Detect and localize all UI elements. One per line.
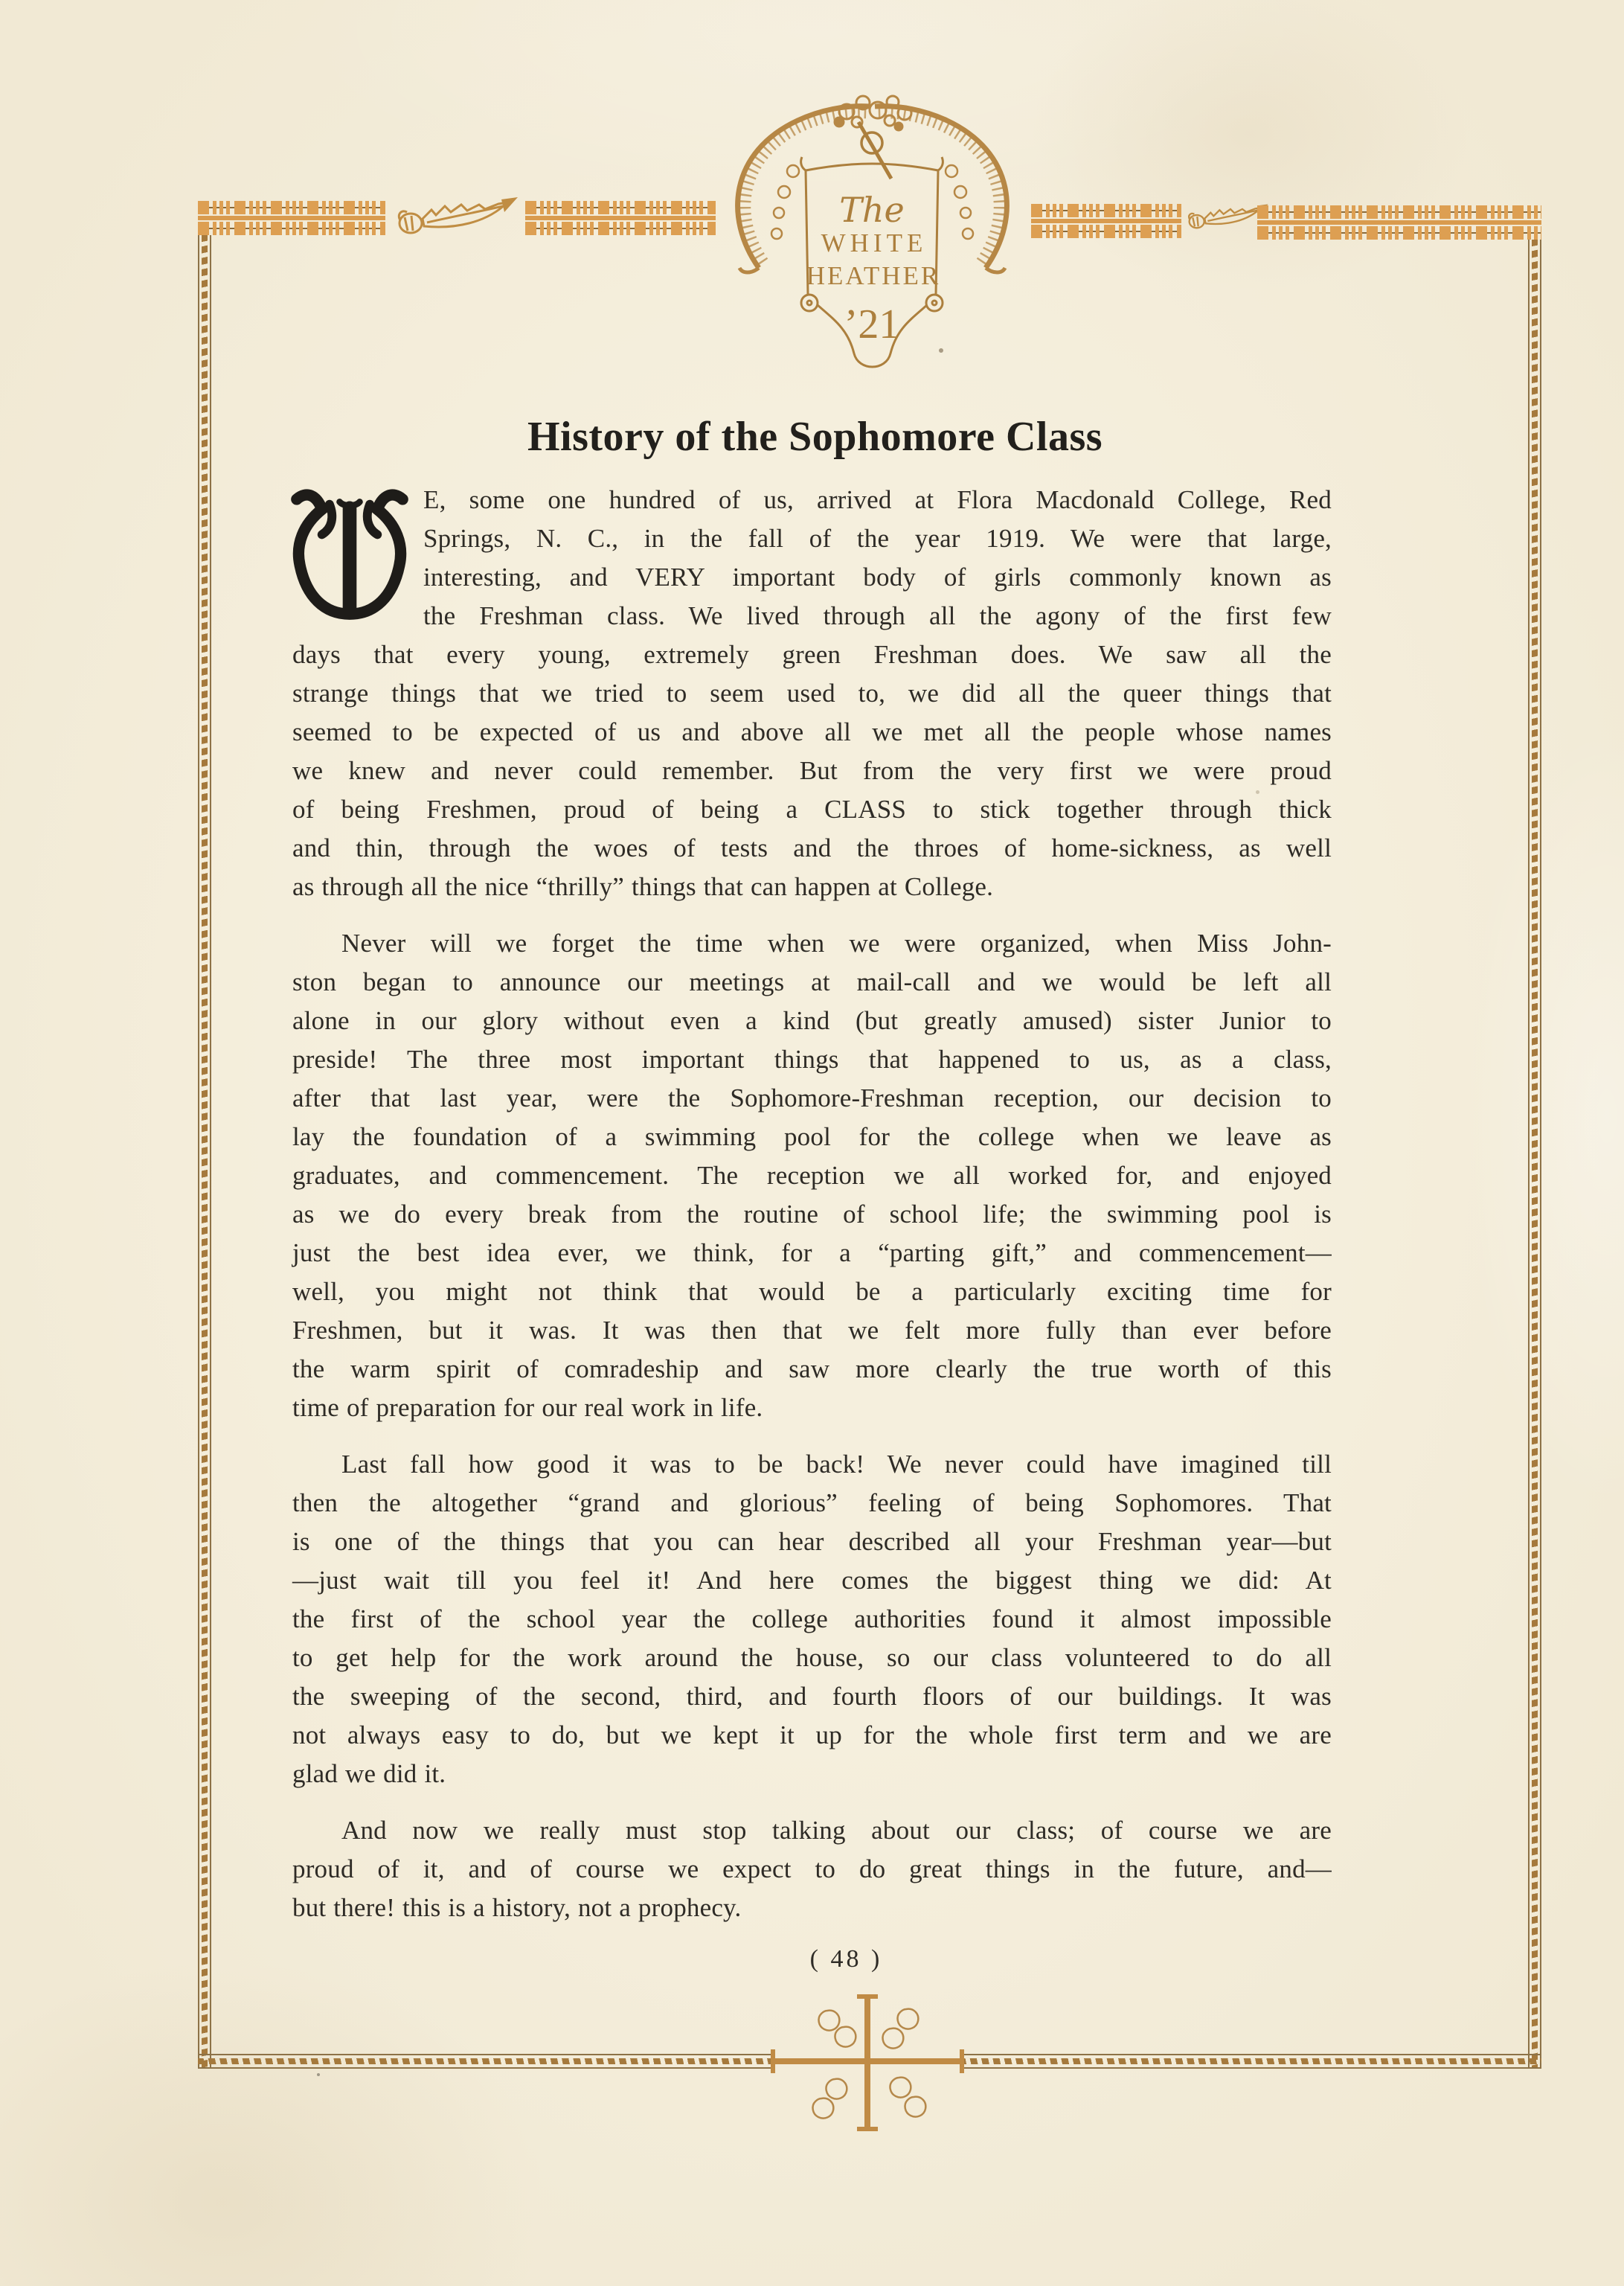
text-line: the warm spirit of comradeship and saw more clearly the true worth of this [292,1354,1332,1383]
top-border-plaid-segment [525,201,716,235]
drop-cap-w-icon [286,487,413,635]
page-title: History of the Sophomore Class [527,414,1103,460]
white-heather-emblem [707,83,1037,387]
cross-flower-ornament-icon [763,1988,972,2137]
text-line: is one of the things that you can hear described all your Freshman year—but [292,1527,1332,1556]
text-line: Never will we forget the time when we were organized, when Miss John- [341,929,1332,958]
paragraph [292,924,1332,1427]
text-line: days that every young, extremely green Freshman does. We saw all the [292,640,1332,669]
text-line: Springs, N. C., in the fall of the year 1919. We were that large, [423,524,1332,553]
text-line: not always easy to do, but we kept it up for the whole first term and we are [292,1720,1332,1749]
text-line: the Freshman class. We lived through all the agony of the first few [423,601,1332,630]
thistle-leaf-icon [390,188,524,249]
bottom-border-segment [198,2054,775,2069]
text-line: seemed to be expected of us and above all we met all the people whose names [292,717,1332,746]
text-line: then the altogether “grand and glorious” feeling of being Sophomores. That [292,1488,1332,1517]
paragraph [292,1811,1332,1927]
top-border-plaid-segment [1031,204,1181,238]
text-line: we knew and never could remember. But from the very first we were proud [292,756,1332,785]
emblem-word-the: The [839,190,905,230]
text-line: graduates, and commencement. The reception we all worked for, and enjoyed [292,1161,1332,1190]
body-text [292,411,1332,1973]
text-line: time of preparation for our real work in life. [292,1393,763,1422]
text-line: —just wait till you feel it! And here comes the biggest thing we did: At [292,1566,1332,1595]
paragraph [292,481,1332,906]
text-line: ston began to announce our meetings at mail-call and we would be left all [292,967,1332,996]
text-line: well, you might not think that would be a particularly exciting time for [292,1277,1332,1306]
top-border-plaid-segment [1257,205,1541,240]
paragraph [292,1445,1332,1793]
text-line: as we do every break from the routine of school life; the swimming pool is [292,1200,1332,1229]
emblem-word-heather: HEATHER [806,261,941,290]
text-line: Last fall how good it was to be back! We never could have imagined till [341,1450,1332,1479]
text-line: but there! this is a history, not a prophecy. [292,1893,742,1922]
bottom-border-segment [960,2054,1541,2069]
paper-speck [317,2073,320,2076]
text-line: the first of the school year the college authorities found it almost impossible [292,1604,1332,1633]
emblem-word-white: WHITE [821,228,928,257]
paragraphs [292,481,1332,1927]
text-line: lay the foundation of a swimming pool for the college when we leave as [292,1122,1332,1151]
left-border [198,235,211,2069]
text-line: Freshmen, but it was. It was then that we felt more fully than ever before [292,1316,1332,1345]
top-border-plaid-segment [198,201,385,235]
text-line: of being Freshmen, proud of being a CLASS to stick together through thick [292,795,1332,824]
paper-speck [1256,790,1259,794]
text-line: alone in our glory without even a kind (but greatly amused) sister Junior to [292,1006,1332,1035]
emblem-year: ’21 [844,301,900,348]
text-line: glad we did it. [292,1759,446,1788]
text-line: And now we really must stop talking about our class; of course we are [341,1816,1332,1845]
text-line: E, some one hundred of us, arrived at Flora Macdonald College, Red [423,485,1332,514]
text-line: proud of it, and of course we expect to do great things in the future, and— [292,1854,1332,1883]
paper-speck [939,348,943,353]
text-line: the sweeping of the second, third, and fourth floors of our buildings. It was [292,1682,1332,1711]
text-line: after that last year, were the Sophomore-Freshman reception, our decision to [292,1083,1332,1112]
page-number: ( 48 ) [809,1945,883,1973]
text-line: and thin, through the woes of tests and the throes of home-sickness, as well [292,833,1332,862]
text-line: to get help for the work around the house, so our class volunteered to do all [292,1643,1332,1672]
text-line: as through all the nice “thrilly” things that can happen at College. [292,872,994,901]
text-line: strange things that we tried to seem used to, we did all the queer things that [292,679,1332,708]
text-line: interesting, and VERY important body of girls commonly known as [423,563,1332,592]
text-line: just the best idea ever, we think, for a “parting gift,” and commencement— [292,1238,1332,1267]
text-line: preside! The three most important things that happened to us, as a class, [292,1045,1332,1074]
right-border [1528,240,1541,2069]
